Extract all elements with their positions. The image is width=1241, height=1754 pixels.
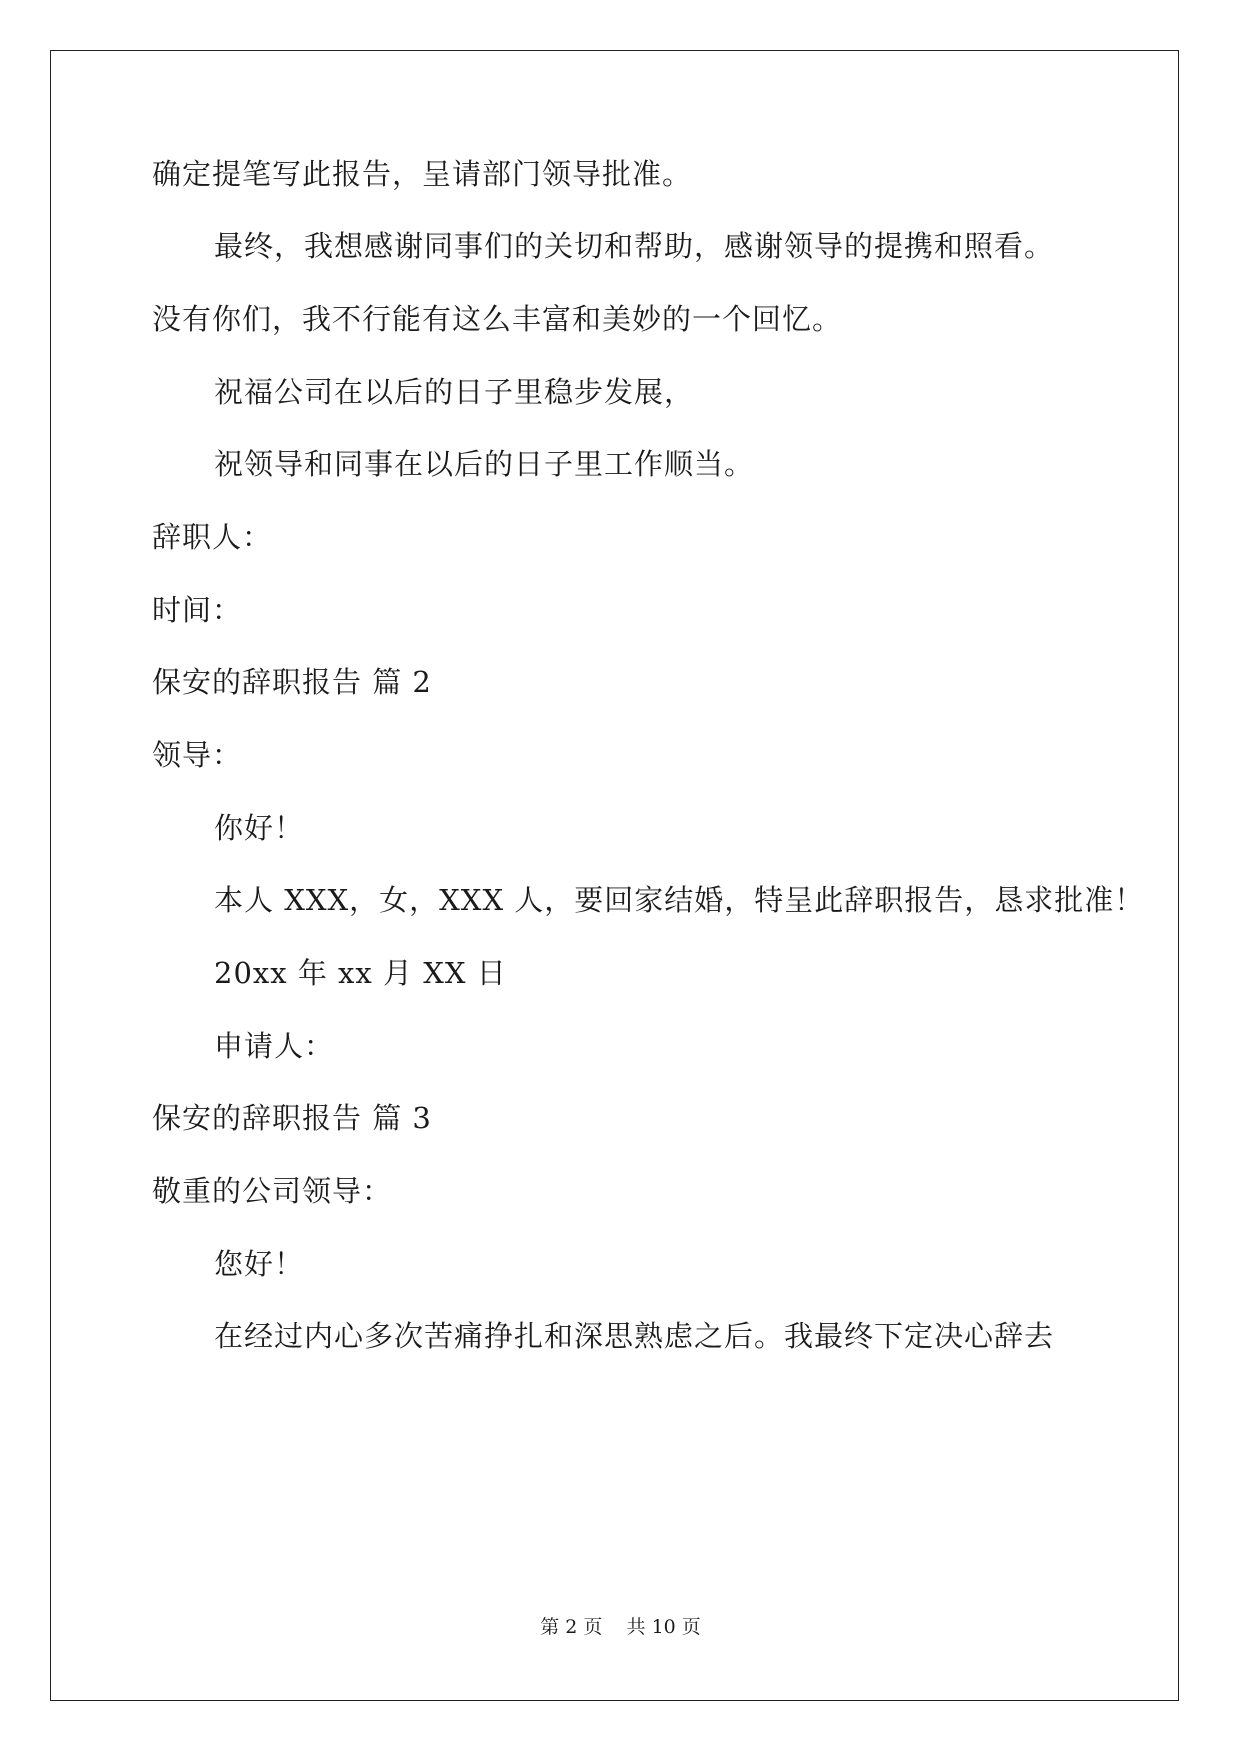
greeting: 你好！ <box>214 811 305 845</box>
body-line: 祝领导和同事在以后的日子里工作顺当。 <box>214 447 755 481</box>
section-heading: 保安的辞职报告 篇 2 <box>152 665 432 699</box>
section-heading: 保安的辞职报告 篇 3 <box>152 1101 432 1135</box>
date-label: 时间： <box>152 593 243 627</box>
salutation: 领导： <box>152 738 243 772</box>
date-line: 20xx 年 xx 月 XX 日 <box>214 956 507 990</box>
greeting: 您好！ <box>214 1247 305 1281</box>
salutation: 敬重的公司领导： <box>152 1174 393 1208</box>
applicant-label: 申请人： <box>214 1029 335 1063</box>
body-line: 最终，我想感谢同事们的关切和帮助，感谢领导的提携和照看。 <box>214 229 1055 263</box>
body-line: 没有你们，我不行能有这么丰富和美妙的一个回忆。 <box>152 302 843 336</box>
page-number-footer: 第 2 页 共 10 页 <box>540 1616 701 1638</box>
signature-label: 辞职人： <box>152 520 273 554</box>
body-line: 本人 XXX，女，XXX 人，要回家结婚，特呈此辞职报告，恳求批准！ <box>214 883 1145 917</box>
body-line: 在经过内心多次苦痛挣扎和深思熟虑之后。我最终下定决心辞去 <box>214 1319 1055 1353</box>
body-line: 确定提笔写此报告，呈请部门领导批准。 <box>152 157 693 191</box>
page-border <box>50 50 1179 1701</box>
body-line: 祝福公司在以后的日子里稳步发展， <box>214 375 695 409</box>
